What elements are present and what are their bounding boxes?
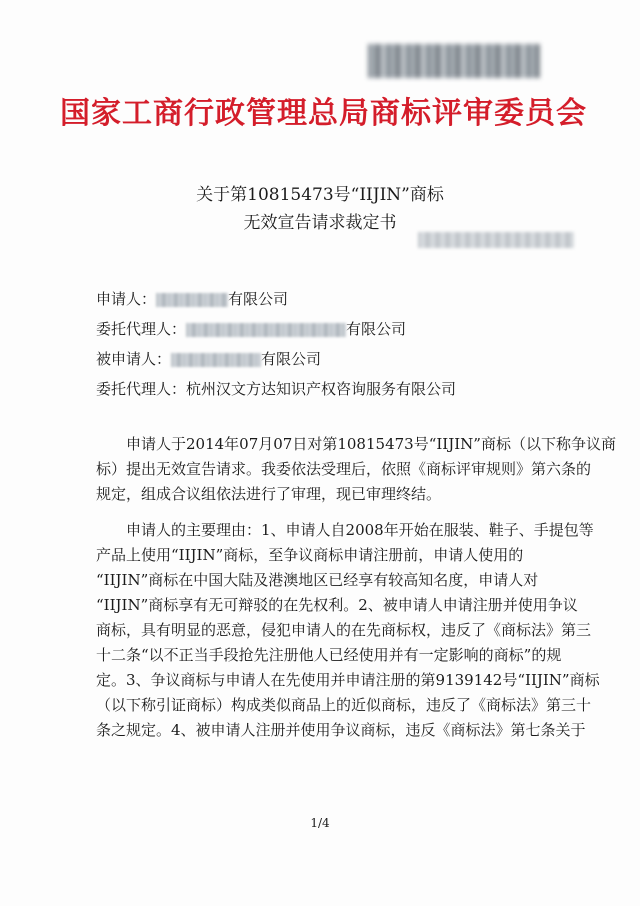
respondent-agent-line: [96, 378, 456, 400]
applicant-agent-line: [96, 318, 406, 340]
paragraph-request: [96, 432, 616, 507]
paragraph-line: 条之规定。4、被申请人注册并使用争议商标，违反《商标法》第七条关于: [96, 721, 586, 739]
respondent-agent-name: 杭州汉文方达知识产权咨询服务有限公司: [186, 380, 457, 398]
page-number: 1/4: [310, 816, 330, 830]
paragraph-line: 规定，组成合议组依法进行了审理，现已审理终结。: [96, 485, 442, 503]
paragraph-line: 申请人的主要理由：1、申请人自2008年开始在服装、鞋子、手提包等: [126, 521, 594, 539]
applicant-line: [96, 288, 288, 310]
ruling-title-line1: 关于第10815473号“IIJIN”商标: [196, 185, 444, 205]
paragraph-line: 定。3、争议商标与申请人在先使用并申请注册的第9139142号“IIJIN”商标: [96, 671, 600, 689]
respondent-agent-label: 委托代理人：: [96, 380, 187, 398]
redacted-reference-number: [418, 232, 574, 248]
redacted-applicant-name: [156, 293, 228, 307]
applicant-agent-suffix: 有限公司: [346, 320, 407, 338]
ruling-title-line2: 无效宣告请求裁定书: [243, 213, 397, 233]
redacted-stamp-area: [368, 44, 540, 78]
respondent-label: 被申请人：: [96, 350, 172, 368]
applicant-label: 申请人：: [96, 290, 157, 308]
paragraph-applicant-reasons: [96, 518, 600, 743]
applicant-agent-label: 委托代理人：: [96, 320, 187, 338]
paragraph-line: 商标，具有明显的恶意，侵犯申请人的在先商标权，违反了《商标法》第三: [96, 621, 592, 639]
redacted-applicant-agent-name: [186, 323, 346, 337]
respondent-line: [96, 348, 321, 370]
paragraph-line: 十二条“以不正当手段抢先注册他人已经使用并有一定影响的商标”的规: [96, 646, 562, 664]
paragraph-line: “IIJIN”商标在中国大陆及港澳地区已经享有较高知名度，申请人对: [96, 571, 539, 589]
issuing-authority-title: 国家工商行政管理总局商标评审委员会: [60, 96, 587, 131]
redacted-respondent-name: [171, 353, 261, 367]
respondent-suffix: 有限公司: [261, 350, 322, 368]
paragraph-line: 申请人于2014年07月07日对第10815473号“IIJIN”商标（以下称争议商: [126, 435, 616, 453]
paragraph-line: （以下称引证商标）构成类似商品上的近似商标，违反了《商标法》第三十: [96, 696, 592, 714]
paragraph-line: 产品上使用“IIJIN”商标，至争议商标申请注册前，申请人使用的: [96, 546, 524, 564]
paragraph-line: 标）提出无效宣告请求。我委依法受理后，依照《商标评审规则》第六条的: [96, 460, 592, 478]
applicant-suffix: 有限公司: [228, 290, 289, 308]
paragraph-line: “IIJIN”商标享有无可辩驳的在先权利。2、被申请人申请注册并使用争议: [96, 596, 578, 614]
